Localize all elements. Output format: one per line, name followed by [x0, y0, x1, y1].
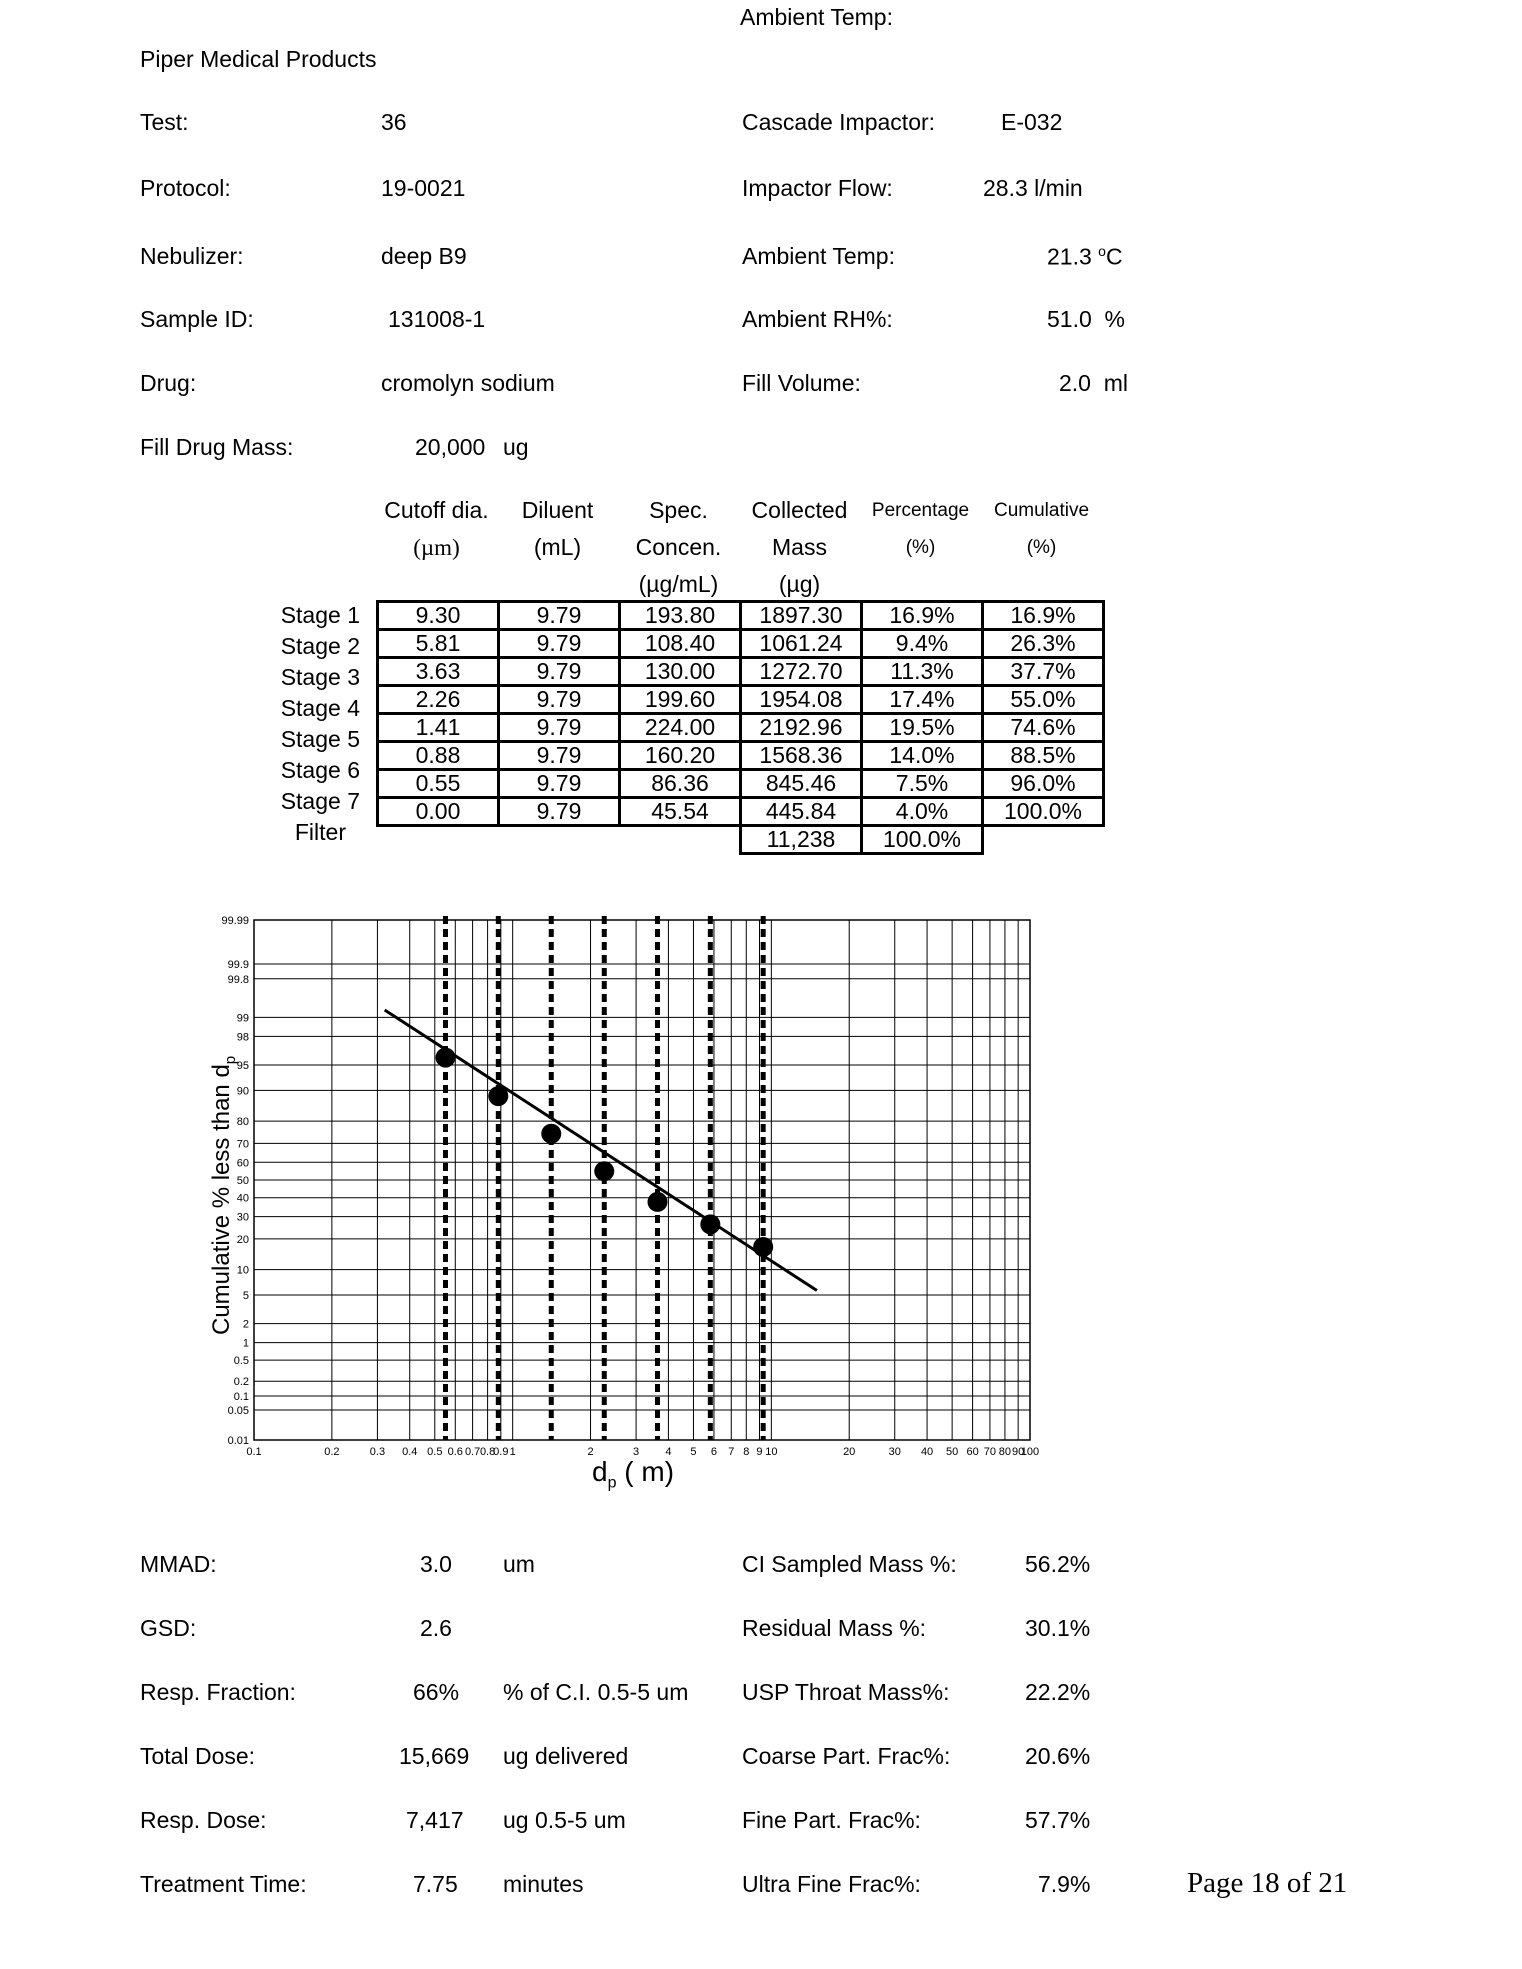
stage-label: Filter — [294, 819, 346, 845]
top-ambient-temp-label: Ambient Temp: — [740, 4, 893, 30]
x-tick-label: 7 — [728, 1446, 735, 1458]
table-cell: 3.63 — [378, 658, 499, 686]
y-tick-label: 70 — [236, 1138, 249, 1151]
treatment-time-label: Treatment Time: — [140, 1871, 307, 1897]
x-tick-label: 9 — [756, 1446, 763, 1458]
nebulizer-label: Nebulizer: — [140, 243, 244, 269]
x-tick-label: 10 — [765, 1446, 778, 1458]
fill-volume-label: Fill Volume: — [742, 370, 861, 396]
x-tick-label: 50 — [946, 1446, 959, 1458]
x-tick-label: 100 — [1020, 1446, 1040, 1458]
table-cell: 45.54 — [620, 798, 741, 826]
table-cell: 9.79 — [499, 658, 620, 686]
usp-throat-mass-label: USP Throat Mass%: — [742, 1679, 950, 1705]
stage-label: Stage 4 — [280, 695, 360, 721]
data-point — [700, 1214, 720, 1234]
x-tick-label: 3 — [633, 1446, 640, 1458]
y-tick-label: 60 — [236, 1157, 249, 1170]
x-tick-label: 30 — [888, 1446, 901, 1458]
x-tick-label: 90 — [1012, 1446, 1025, 1458]
table-cell: 16.9% — [983, 602, 1104, 630]
x-tick-label: 0.9 — [493, 1446, 509, 1458]
table-cell: 0.88 — [378, 742, 499, 770]
table-cell: 7.5% — [862, 770, 983, 798]
table-row — [378, 686, 1104, 714]
y-tick-label: 0.1 — [233, 1391, 249, 1404]
resp-fraction-value: 66% — [413, 1679, 460, 1705]
test-value: 36 — [381, 109, 407, 135]
y-tick-label: 2 — [242, 1318, 249, 1331]
table-cell: 26.3% — [983, 630, 1104, 658]
x-tick-label: 5 — [690, 1446, 697, 1458]
fine-part-frac-value: 57.7% — [1025, 1807, 1091, 1833]
y-tick-label: 95 — [236, 1060, 249, 1073]
resp-dose-label: Resp. Dose: — [140, 1807, 267, 1833]
y-tick-label: 10 — [236, 1264, 249, 1277]
header-cumulative: Cumulative (%) — [993, 500, 1090, 558]
drug-label: Drug: — [140, 370, 197, 396]
table-cell: 19.5% — [862, 714, 983, 742]
test-label: Test: — [140, 109, 189, 135]
table-cell: 0.55 — [378, 770, 499, 798]
table-cell: 17.4% — [862, 686, 983, 714]
y-tick-label: 99.8 — [227, 973, 249, 986]
impactor-data-table — [376, 600, 1105, 855]
table-cell: 1568.36 — [741, 742, 862, 770]
total-dose-value: 15,669 — [399, 1743, 470, 1769]
table-cell: 0.00 — [378, 798, 499, 826]
data-point — [594, 1161, 614, 1181]
empty-cell — [620, 826, 741, 854]
table-row — [378, 658, 1104, 686]
table-cell: 1954.08 — [741, 686, 862, 714]
y-tick-label: 5 — [242, 1289, 249, 1302]
x-tick-label: 70 — [983, 1446, 997, 1458]
company-name: Piper Medical Products — [140, 46, 377, 72]
resp-fraction-unit: % of C.I. 0.5-5 um — [503, 1679, 689, 1705]
table-cell: 96.0% — [983, 770, 1104, 798]
total-mass-cell: 11,238 — [741, 826, 862, 854]
resp-fraction-label: Resp. Fraction: — [140, 1679, 296, 1705]
data-point — [436, 1048, 456, 1068]
y-tick-label: 1 — [242, 1337, 249, 1350]
table-cell: 37.7% — [983, 658, 1104, 686]
sample-id-value: 131008-1 — [388, 306, 486, 332]
treatment-time-unit: minutes — [503, 1871, 584, 1897]
total-percentage-cell: 100.0% — [862, 826, 983, 854]
x-tick-label: 0.5 — [427, 1446, 443, 1458]
ambient-rh-value: 51.0 % — [1047, 306, 1125, 332]
total-dose-unit: ug delivered — [503, 1743, 629, 1769]
y-tick-label: 0.05 — [227, 1405, 249, 1418]
protocol-label: Protocol: — [140, 175, 231, 201]
page-number: Page 18 of 21 — [1187, 1867, 1348, 1899]
table-cell: 11.3% — [862, 658, 983, 686]
data-point — [488, 1086, 508, 1106]
data-point — [541, 1124, 561, 1144]
table-cell: 16.9% — [862, 602, 983, 630]
total-dose-label: Total Dose: — [140, 1743, 256, 1769]
ci-sampled-mass-label: CI Sampled Mass %: — [742, 1551, 957, 1577]
y-tick-label: 99.9 — [227, 958, 249, 971]
x-tick-label: 0.1 — [246, 1446, 262, 1458]
fill-drug-mass-unit: ug — [503, 434, 529, 460]
table-cell: 14.0% — [862, 742, 983, 770]
mmad-label: MMAD: — [140, 1551, 217, 1577]
resp-dose-value: 7,417 — [406, 1807, 464, 1833]
fill-volume-value: 2.0 ml — [1059, 370, 1129, 396]
ultra-fine-frac-value: 7.9% — [1038, 1871, 1091, 1897]
stage-label: Stage 3 — [280, 664, 360, 690]
data-point — [753, 1237, 773, 1257]
header-diluent: Diluent (mL) — [521, 497, 594, 560]
data-point — [647, 1192, 667, 1212]
table-cell: 4.0% — [862, 798, 983, 826]
fill-drug-mass-value: 20,000 — [415, 434, 486, 460]
gsd-label: GSD: — [140, 1615, 197, 1641]
y-tick-label: 20 — [236, 1233, 249, 1246]
x-tick-label: 80 — [998, 1446, 1012, 1458]
y-tick-label: 0.2 — [233, 1376, 249, 1389]
ultra-fine-frac-label: Ultra Fine Frac%: — [742, 1871, 921, 1897]
totals-row — [378, 826, 1104, 854]
gsd-value: 2.6 — [420, 1615, 452, 1641]
table-row — [378, 602, 1104, 630]
table-cell: 9.79 — [499, 770, 620, 798]
table-cell: 193.80 — [620, 602, 741, 630]
table-cell: 9.79 — [499, 742, 620, 770]
table-cell: 100.0% — [983, 798, 1104, 826]
impactor-flow-value: 28.3 l/min — [983, 175, 1083, 201]
table-cell: 55.0% — [983, 686, 1104, 714]
empty-cell — [983, 826, 1104, 854]
table-cell: 1272.70 — [741, 658, 862, 686]
x-tick-label: 0.6 — [447, 1446, 463, 1458]
table-row — [378, 714, 1104, 742]
table-cell: 9.79 — [499, 798, 620, 826]
y-tick-label: 50 — [236, 1175, 249, 1187]
header-spec-concen: Spec. Concen. (µg/mL) — [635, 497, 722, 597]
stage-label: Stage 2 — [280, 633, 360, 659]
table-cell: 445.84 — [741, 798, 862, 826]
table-cell: 86.36 — [620, 770, 741, 798]
stage-label: Stage 5 — [280, 726, 360, 752]
ambient-rh-label: Ambient RH%: — [742, 306, 893, 332]
coarse-part-frac-label: Coarse Part. Frac%: — [742, 1743, 951, 1769]
table-cell: 9.79 — [499, 714, 620, 742]
impactor-flow-label: Impactor Flow: — [742, 175, 893, 201]
x-tick-label: 0.8 — [479, 1446, 496, 1458]
empty-cell — [378, 826, 499, 854]
x-axis-label: $d_p$ ( m) — [592, 1456, 675, 1492]
residual-mass-label: Residual Mass %: — [742, 1615, 927, 1641]
header-collected-mass: Collected Mass (µg) — [751, 497, 848, 597]
table-cell: 130.00 — [620, 658, 741, 686]
x-tick-label: 0.7 — [464, 1446, 481, 1458]
y-tick-label: 80 — [236, 1116, 249, 1129]
mmad-unit: um — [503, 1551, 535, 1577]
coarse-part-frac-value: 20.6% — [1025, 1743, 1091, 1769]
table-row — [378, 630, 1104, 658]
cascade-impactor-label: Cascade Impactor: — [742, 109, 936, 135]
stage-label: Stage 6 — [280, 757, 360, 783]
treatment-time-value: 7.75 — [413, 1871, 458, 1897]
y-tick-label: 90 — [236, 1085, 249, 1098]
y-tick-label: 99 — [236, 1012, 249, 1025]
x-tick-label: 0.3 — [369, 1446, 386, 1458]
table-cell: 9.79 — [499, 630, 620, 658]
mmad-value: 3.0 — [420, 1551, 452, 1577]
drug-value: cromolyn sodium — [381, 370, 555, 396]
x-tick-label: 0.4 — [402, 1446, 418, 1458]
ambient-temp-label: Ambient Temp: — [742, 243, 895, 269]
x-tick-label: 60 — [966, 1446, 979, 1458]
x-tick-label: 0.2 — [324, 1446, 340, 1458]
usp-throat-mass-value: 22.2% — [1025, 1679, 1091, 1705]
y-tick-label: 99.99 — [221, 915, 249, 927]
table-cell: 108.40 — [620, 630, 741, 658]
y-tick-label: 0.01 — [227, 1435, 249, 1447]
y-tick-label: 40 — [236, 1192, 249, 1205]
cascade-impactor-value: E-032 — [1001, 109, 1063, 135]
x-tick-label: 20 — [843, 1446, 856, 1458]
table-cell: 9.4% — [862, 630, 983, 658]
table-row — [378, 742, 1104, 770]
y-tick-label: 30 — [236, 1211, 249, 1224]
protocol-value: 19-0021 — [381, 175, 466, 201]
y-tick-label: 98 — [236, 1031, 249, 1044]
x-tick-label: 4 — [665, 1446, 672, 1458]
x-tick-label: 6 — [710, 1446, 718, 1458]
ambient-temp-value: 21.3 $^o$C — [1047, 243, 1123, 270]
table-cell: 224.00 — [620, 714, 741, 742]
table-cell: 199.60 — [620, 686, 741, 714]
sample-id-label: Sample ID: — [140, 306, 254, 332]
stage-label: Stage 7 — [280, 788, 360, 814]
fill-drug-mass-label: Fill Drug Mass: — [140, 434, 294, 460]
table-cell: 2.26 — [378, 686, 499, 714]
table-cell: 9.30 — [378, 602, 499, 630]
header-percentage: Percentage (%) — [871, 500, 970, 558]
header-cutoff: Cutoff dia. (µm) — [384, 497, 489, 560]
table-cell: 160.20 — [620, 742, 741, 770]
stage-label: Stage 1 — [280, 602, 360, 628]
table-cell: 1061.24 — [741, 630, 862, 658]
table-cell: 5.81 — [378, 630, 499, 658]
table-row — [378, 798, 1104, 826]
table-cell: 1897.30 — [741, 602, 862, 630]
y-axis-label: Cumulative % less than $d_p$ — [208, 1055, 239, 1335]
table-row — [378, 770, 1104, 798]
x-tick-label: 8 — [743, 1446, 750, 1458]
empty-cell — [499, 826, 620, 854]
table-cell: 2192.96 — [741, 714, 862, 742]
x-tick-label: 2 — [587, 1446, 594, 1458]
ci-sampled-mass-value: 56.2% — [1025, 1551, 1091, 1577]
table-cell: 1.41 — [378, 714, 499, 742]
cumulative-distribution-chart — [190, 900, 1070, 1480]
fine-part-frac-label: Fine Part. Frac%: — [742, 1807, 921, 1833]
table-cell: 9.79 — [499, 686, 620, 714]
x-tick-label: 1 — [509, 1446, 516, 1458]
table-cell: 9.79 — [499, 602, 620, 630]
resp-dose-unit: ug 0.5-5 um — [503, 1807, 626, 1833]
table-cell: 845.46 — [741, 770, 862, 798]
x-tick-label: 40 — [920, 1446, 934, 1458]
residual-mass-value: 30.1% — [1025, 1615, 1091, 1641]
nebulizer-value: deep B9 — [381, 243, 467, 269]
table-cell: 74.6% — [983, 714, 1104, 742]
y-tick-label: 0.5 — [233, 1355, 249, 1368]
table-cell: 88.5% — [983, 742, 1104, 770]
